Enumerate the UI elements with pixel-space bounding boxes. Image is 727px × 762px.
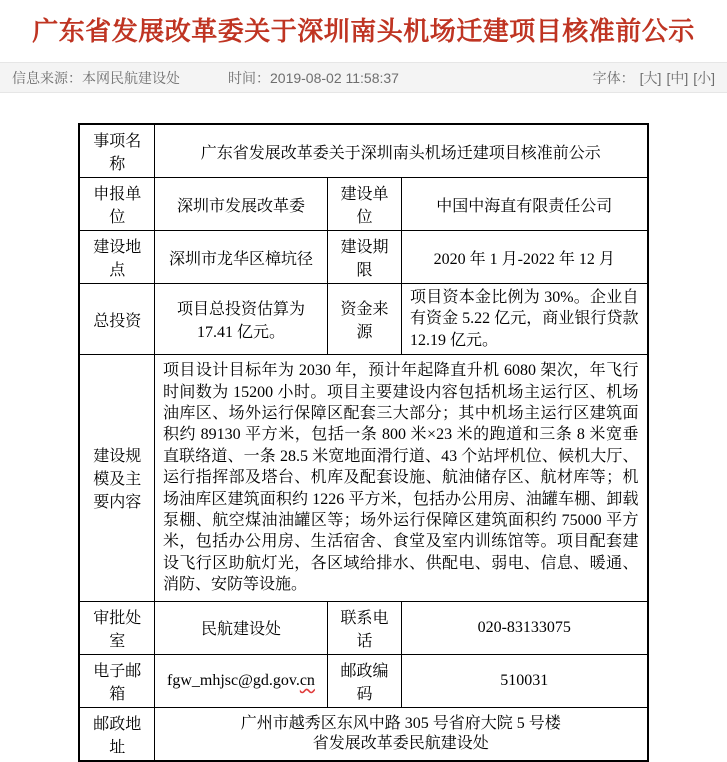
cell-label-item-name: 事项名称 — [79, 124, 154, 178]
table-row-location — [79, 231, 647, 284]
font-size-label: 字体： — [592, 69, 635, 86]
email-address-suffix-spellcheck: cn — [299, 671, 315, 689]
cell-value-funding-source: 项目资本金比例为 30%。企业自有资金 5.22 亿元，商业银行贷款 12.19 亿元。 — [401, 284, 647, 355]
postal-address-line1: 广州市越秀区东风中路 305 号省府大院 5 号楼 — [240, 714, 561, 732]
font-size-small-button[interactable]: [小] — [693, 69, 715, 86]
page-title: 广东省发展改革委关于深圳南头机场迁建项目核准前公示 — [32, 16, 695, 46]
cell-value-item-name: 广东省发展改革委关于深圳南头机场迁建项目核准前公示 — [154, 124, 647, 178]
cell-value-email — [154, 654, 327, 707]
cell-label-postal-address: 邮政地址 — [79, 707, 154, 761]
meta-bar — [0, 62, 727, 93]
font-size-large-button[interactable]: [大] — [639, 69, 662, 86]
cell-value-postal-code: 510031 — [401, 654, 647, 707]
table-row-email — [79, 654, 647, 707]
font-size-medium-button[interactable]: [中] — [666, 69, 689, 86]
cell-label-phone: 联系电话 — [327, 601, 401, 654]
cell-value-approval-office: 民航建设处 — [154, 601, 327, 654]
cell-label-postal-code: 邮政编码 — [327, 654, 401, 707]
cell-value-period: 2020 年 1 月-2022 年 12 月 — [401, 231, 647, 284]
cell-label-applicant: 申报单位 — [79, 178, 154, 231]
cell-value-phone: 020-83133075 — [401, 601, 647, 654]
cell-label-approval-office: 审批处室 — [79, 601, 154, 654]
table-row-item-name — [79, 124, 647, 178]
cell-value-scale-content: 项目设计目标年为 2030 年，预计年起降直升机 6080 架次，年飞行时间数为 15200 小时。项目主要建设内容包括机场主运行区、机场油库区、场外运行保障区配套三大部分；其中机场主运行区建筑面积约 89130 平方米，包括一条 800 米×23 米的跑道和三条 8 米宽垂直联络道、一条 28.5 米宽地面滑行道、43 个站坪机位、候机大厅、运行指挥部及塔台、机库及配套设施、航油储存区、航材库等；机场油库区建筑面积约 1226 平方米，包括办公用房、油罐车棚、卸载泵棚、航空煤油油罐区等；场外运行保障区建筑面积约 75000 平方米，包括办公用房、生活宿舍、食堂及室内训练馆等。项目配套建设飞行区助航灯光，各区域给排水、供配电、弱电、信息、暖通、消防、安防等设施。 — [154, 355, 647, 601]
table-row-scale-content — [79, 355, 647, 601]
cell-label-construction-unit: 建设单位 — [327, 178, 401, 231]
cell-label-email: 电子邮箱 — [79, 654, 154, 707]
cell-value-construction-unit: 中国中海直有限责任公司 — [401, 178, 647, 231]
table-row-postal-address — [79, 707, 647, 761]
table-row-applicant — [79, 178, 647, 231]
project-info-table — [78, 123, 648, 762]
cell-label-total-investment: 总投资 — [79, 284, 154, 355]
table-row-approval-office — [79, 601, 647, 654]
table-row-investment — [79, 284, 647, 355]
publish-time: 时间：2019-08-02 11:58:37 — [228, 69, 399, 86]
cell-value-location: 深圳市龙华区樟坑径 — [154, 231, 327, 284]
cell-value-applicant: 深圳市发展改革委 — [154, 178, 327, 231]
cell-value-postal-address — [154, 707, 647, 761]
cell-label-scale-content: 建设规模及主要内容 — [79, 355, 154, 601]
email-address-prefix: fgw_mhjsc@gd.gov. — [167, 671, 300, 689]
info-source: 信息来源：本网民航建设处 — [12, 69, 180, 86]
postal-address-line2: 省发展改革委民航建设处 — [312, 734, 489, 752]
cell-label-funding-source: 资金来源 — [327, 284, 401, 355]
cell-value-total-investment: 项目总投资估算为 17.41 亿元。 — [154, 284, 327, 355]
cell-label-period: 建设期限 — [327, 231, 401, 284]
cell-label-location: 建设地点 — [79, 231, 154, 284]
